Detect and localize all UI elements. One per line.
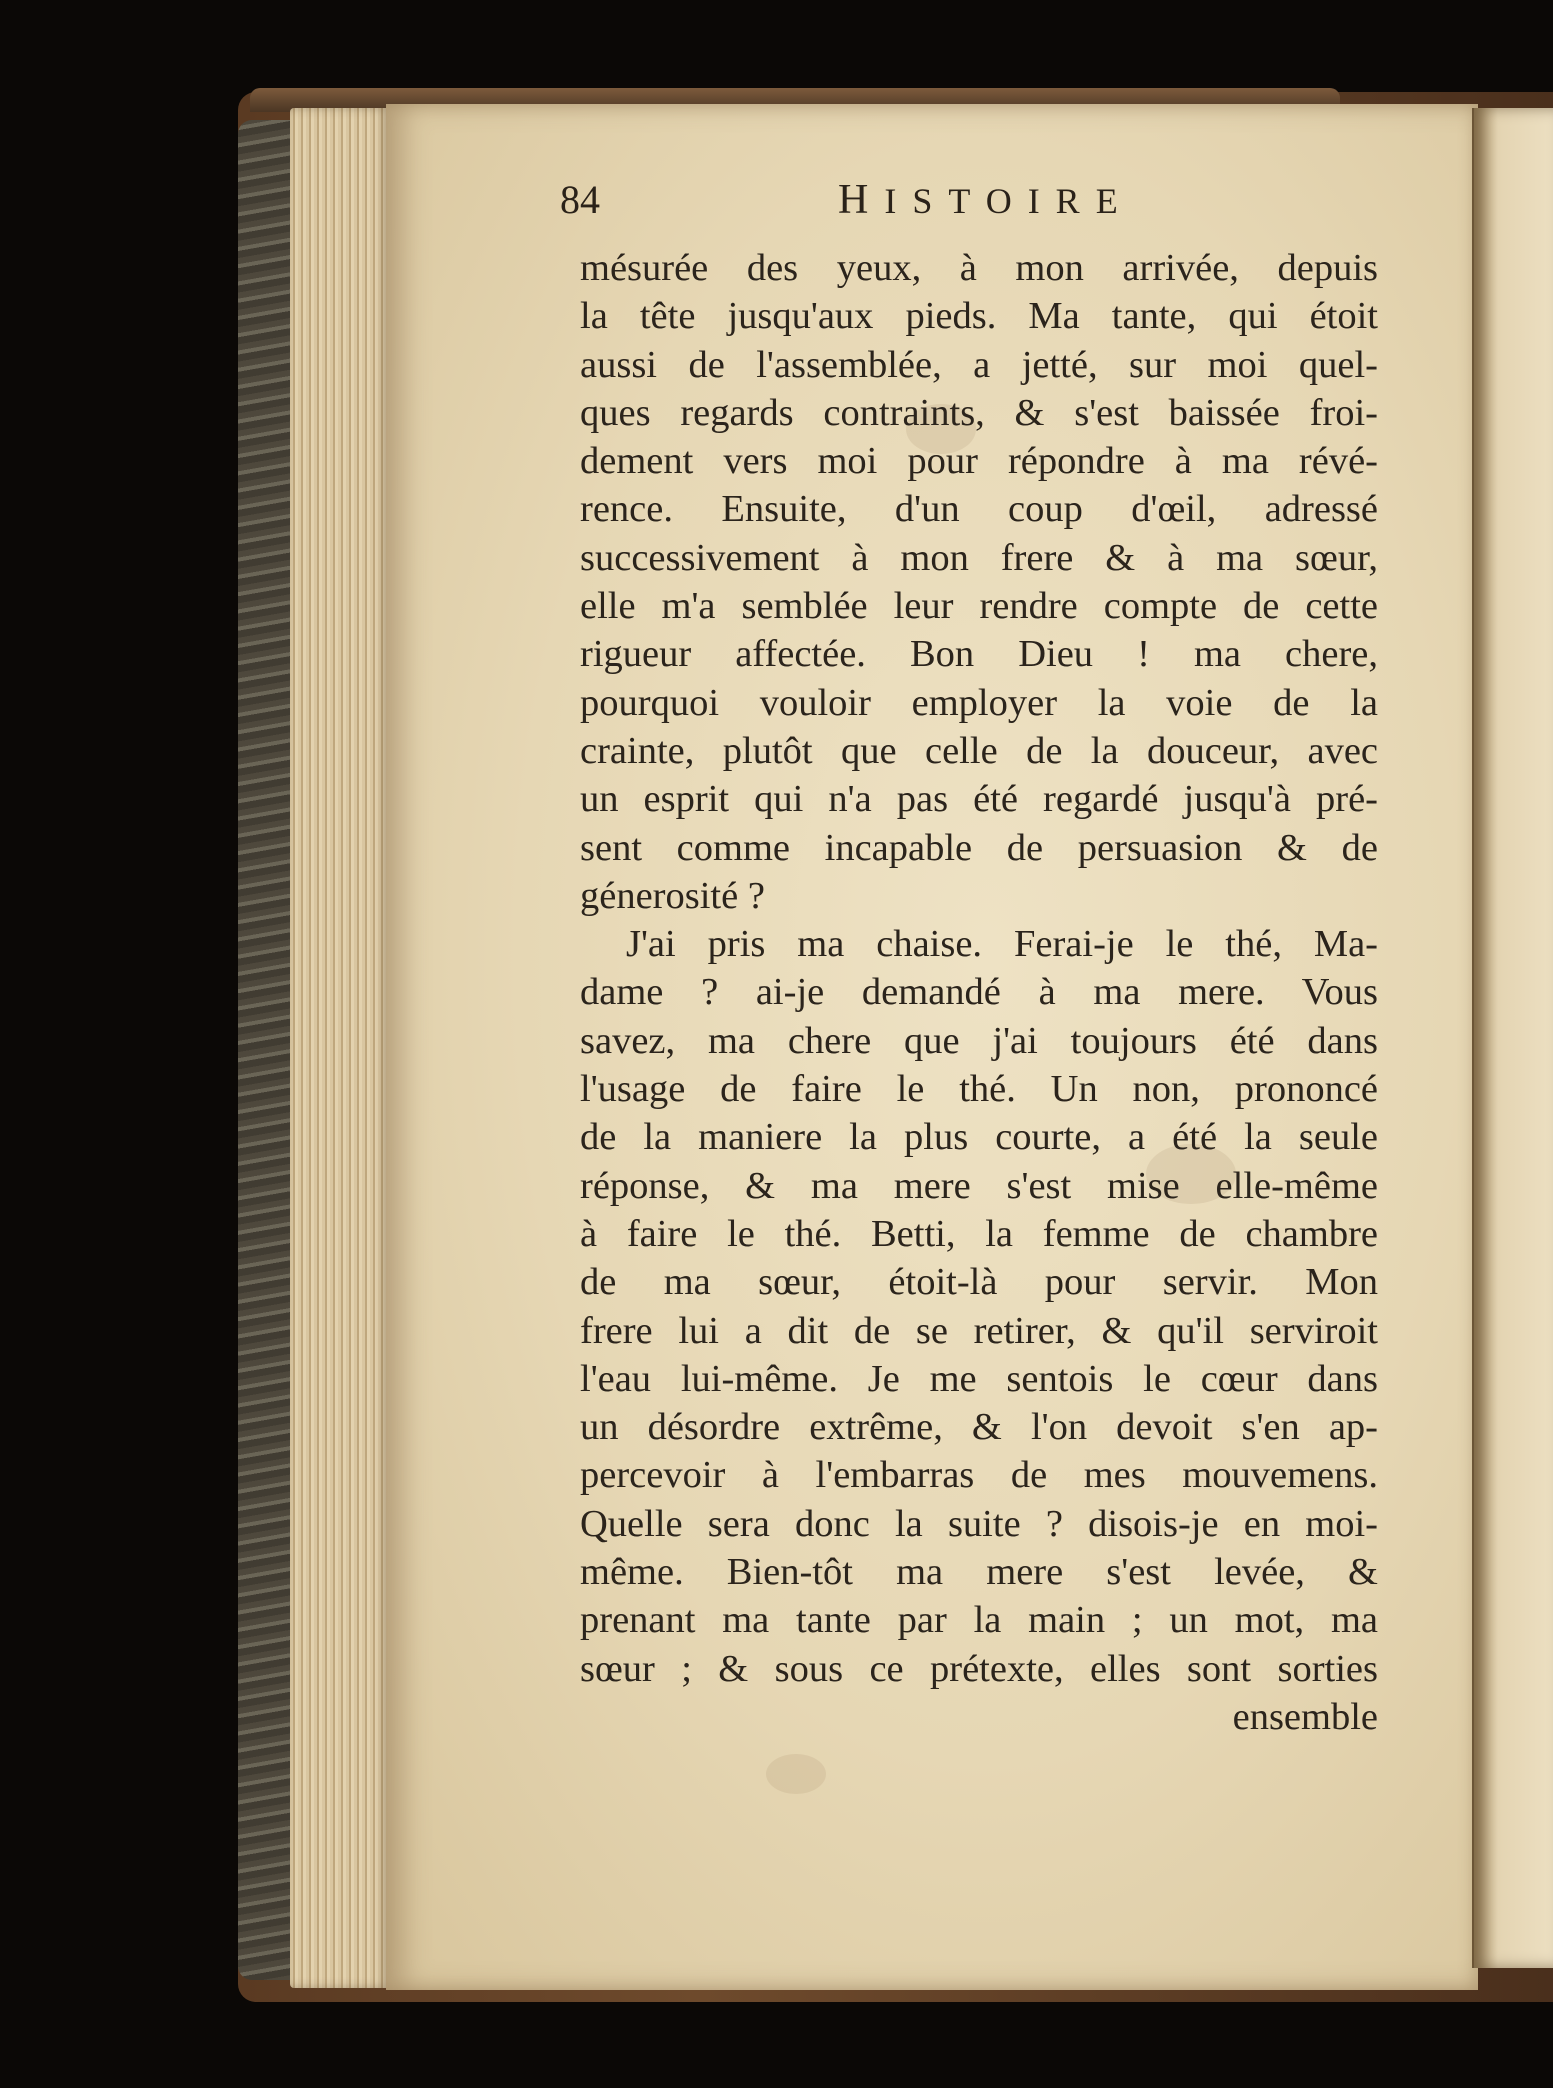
text-line: ques regards contraints, & s'est baissée froi-	[580, 391, 1378, 434]
text-line: de ma sœur, étoit-là pour servir. Mon	[580, 1261, 1378, 1304]
text-line: rence. Ensuite, d'un coup d'œil, adressé	[580, 488, 1378, 531]
text-line: savez, ma chere que j'ai toujours été dans	[580, 1019, 1378, 1062]
text-line: aussi de l'assemblée, a jetté, sur moi quel-	[580, 343, 1378, 386]
foxing-spot	[766, 1754, 826, 1794]
text-line: elle m'a semblée leur rendre compte de cette	[580, 585, 1378, 628]
text-line: dement vers moi pour répondre à ma révé-	[580, 440, 1378, 483]
text-line: de la maniere la plus courte, a été la seule	[580, 1116, 1378, 1159]
text-line: dame ? ai-je demandé à ma mere. Vous	[580, 971, 1378, 1014]
text-line: un esprit qui n'a pas été regardé jusqu'à pré-	[580, 778, 1378, 821]
running-title	[838, 176, 1134, 224]
paragraph-start-line: J'ai pris ma chaise. Ferai-je le thé, Ma-	[626, 923, 1378, 966]
text-line: mésurée des yeux, à mon arrivée, depuis	[580, 247, 1378, 289]
page-fore-edge	[290, 108, 390, 1988]
text-line: même. Bien-tôt ma mere s'est levée, &	[580, 1551, 1378, 1594]
running-title-rest: ISTOIRE	[884, 181, 1134, 221]
text-line: l'usage de faire le thé. Un non, prononcé	[580, 1068, 1378, 1111]
text-line: Quelle sera donc la suite ? disois-je en moi-	[580, 1502, 1378, 1545]
text-line: réponse, & ma mere s'est mise elle-même	[580, 1164, 1378, 1207]
facing-page-edge	[1474, 108, 1553, 1968]
text-line: sœur ; & sous ce prétexte, elles sont sorties	[580, 1647, 1378, 1690]
text-line: successivement à mon frere & à ma sœur,	[580, 536, 1378, 579]
text-line: un désordre extrême, & l'on devoit s'en ap-	[580, 1406, 1378, 1449]
text-line: prenant ma tante par la main ; un mot, ma	[580, 1599, 1378, 1642]
text-line: sent comme incapable de persuasion & de	[580, 826, 1378, 869]
text-line: pourquoi vouloir employer la voie de la	[580, 681, 1378, 724]
marbled-board	[238, 120, 294, 1980]
catchword: ensemble	[1232, 1695, 1378, 1738]
text-line: à faire le thé. Betti, la femme de chambre	[580, 1212, 1378, 1255]
running-title-initial: H	[838, 177, 885, 223]
text-line: l'eau lui-même. Je me sentois le cœur dans	[580, 1357, 1378, 1400]
text-line: crainte, plutôt que celle de la douceur, avec	[580, 729, 1378, 772]
text-line: percevoir à l'embarras de mes mouvemens.	[580, 1454, 1378, 1497]
text-line: frere lui a dit de se retirer, & qu'il serviroit	[580, 1309, 1378, 1352]
paragraph-end-line: génerosité ?	[580, 874, 765, 917]
page-number: 84	[560, 177, 600, 222]
text-line: rigueur affectée. Bon Dieu ! ma chere,	[580, 633, 1378, 676]
page-header	[560, 176, 1340, 228]
page-body	[580, 244, 1378, 1741]
text-line: la tête jusqu'aux pieds. Ma tante, qui étoit	[580, 295, 1378, 338]
